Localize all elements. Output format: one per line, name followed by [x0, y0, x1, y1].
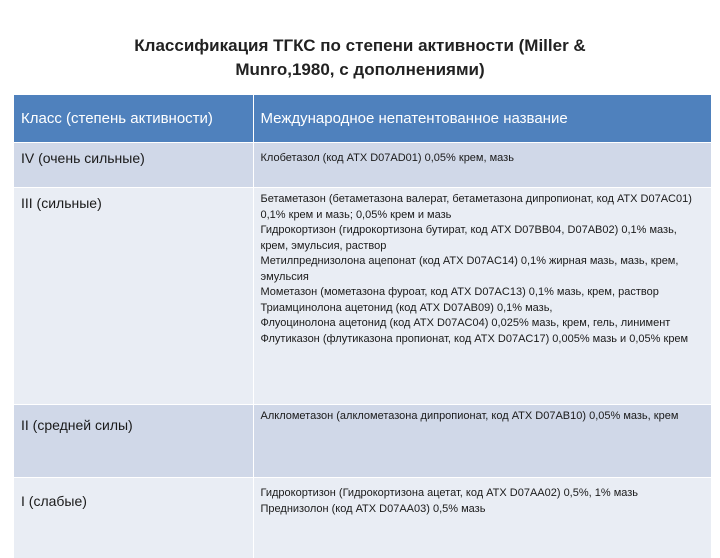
drug-entry: Гидрокортизон (гидрокортизона бутират, код АТХ D07BB04, D07AB02) 0,1% мазь, крем, эмульсия, раствор	[261, 223, 705, 254]
drug-entry: Бетаметазон (бетаметазона валерат, бетаметазона дипропионат, код АТХ D07AC01) 0,1% крем и мазь; 0,05% крем и мазь	[261, 192, 705, 223]
drug-entry: Клобетазол (код АТХ D07AD01) 0,05% крем, мазь	[261, 151, 705, 167]
names-cell	[253, 188, 711, 405]
class-cell: III (сильные)	[14, 188, 253, 405]
names-cell	[253, 405, 711, 478]
class-cell: IV (очень сильные)	[14, 143, 253, 188]
page-title	[60, 34, 660, 82]
classification-table	[14, 95, 711, 558]
drug-entry: Флуоцинолона ацетонид (код АТХ D07AC04) 0,025% мазь, крем, гель, линимент Флутиказон (флутиказона пропионат, код АТХ D07AC17) 0,005% мазь и 0,05% крем	[261, 316, 705, 347]
class-cell: I (слабые)	[14, 478, 253, 558]
names-cell	[253, 478, 711, 558]
drug-entry: Гидрокортизон (Гидрокортизона ацетат, код АТХ D07AA02) 0,5%, 1% мазь	[261, 486, 705, 502]
table-row	[14, 188, 711, 405]
table-row	[14, 143, 711, 188]
drug-entry: Мометазон (мометазона фуроат, код АТХ D07AC13) 0,1% мазь, крем, раствор	[261, 285, 705, 301]
title-line-1: Классификация ТГКС по степени активности (Miller &	[60, 34, 660, 58]
title-line-2: Munro,1980, с дополнениями)	[60, 58, 660, 82]
drug-entry: Преднизолон (код АТХ D07AA03) 0,5% мазь	[261, 502, 705, 518]
drug-entry: Триамцинолона ацетонид (код АТХ D07AB09) 0,1% мазь,	[261, 301, 705, 317]
header-inn: Международное непатентованное название	[253, 95, 711, 143]
table-row	[14, 405, 711, 478]
drug-entry: Алклометазон (алклометазона дипропионат, код АТХ D07AB10) 0,05% мазь, крем	[261, 409, 705, 425]
header-class: Класс (степень активности)	[14, 95, 253, 143]
table-row	[14, 478, 711, 558]
class-cell: II (средней силы)	[14, 405, 253, 478]
drug-entry: Метилпреднизолона ацепонат (код АТХ D07AC14) 0,1% жирная мазь, мазь, крем, эмульсия	[261, 254, 705, 285]
names-cell	[253, 143, 711, 188]
table-header-row	[14, 95, 711, 143]
